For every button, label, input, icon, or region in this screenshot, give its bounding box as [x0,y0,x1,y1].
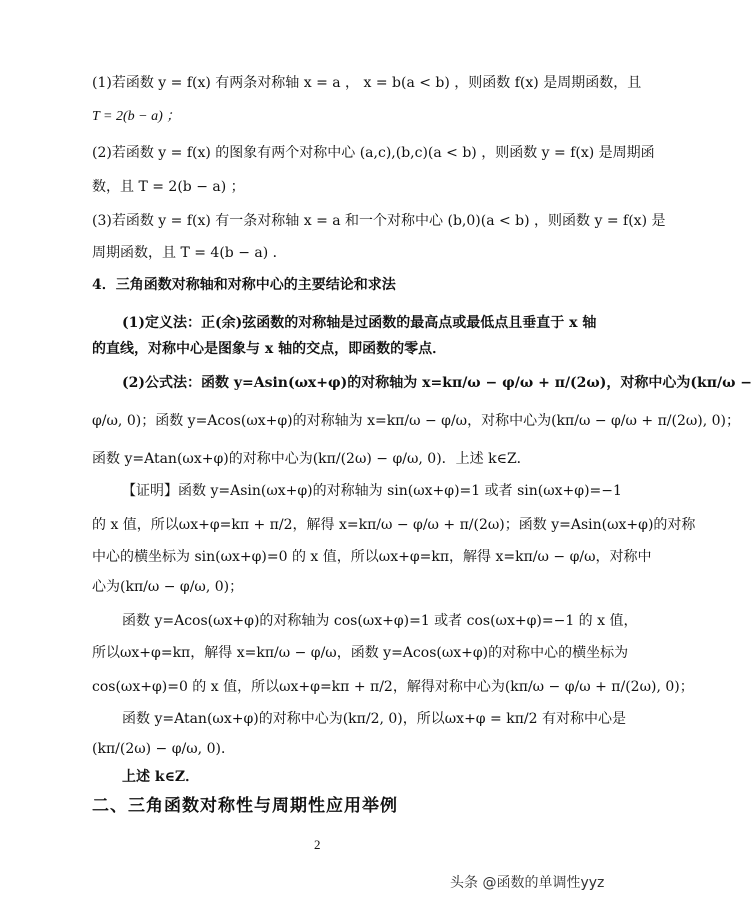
text-line-6: 周期函数，且 T = 4(b − a) ． [92,245,287,261]
text-line-definition-2: 的直线，对称中心是图象与 x 轴的交点，即函数的零点． [92,341,447,357]
section-heading-4: 4．三角函数对称轴和对称中心的主要结论和求法 [92,277,396,293]
proof-text: 【证明】函数 y=Asin(ωx+φ)的对称轴为 sin(ωx+φ)=1 或者 sin(ωx+φ)=−1 [122,483,622,499]
text-line-formula-1: (2)公式法：函数 y=Asin(ωx+φ)的对称轴为 x=kπ/ω − φ/ω + π/(2ω)，对称中心为(kπ/ω − [122,375,752,391]
text-line-definition-1: (1)定义法：正(余)弦函数的对称轴是过函数的最高点或最低点且垂直于 x 轴 [122,315,597,331]
proof-line-9: (kπ/(2ω) − φ/ω, 0)． [92,741,235,757]
text-line-formula-3: 函数 y=Atan(ωx+φ)的对称中心为(kπ/(2ω) − φ/ω, 0)．上述 k∈Z． [92,451,531,467]
proof-line-1 [122,484,622,498]
text-line-4: 数，且 T = 2(b − a) ； [92,179,245,195]
proof-line-7: cos(ωx+φ)=0 的 x 值，所以ωx+φ=kπ + π/2，解得对称中心为(kπ/ω − φ/ω + π/(2ω), 0)； [92,679,694,695]
page-number: 2 [314,837,321,852]
proof-line-5: 函数 y=Acos(ωx+φ)的对称轴为 cos(ωx+φ)=1 或者 cos(ωx+φ)=−1 的 x 值， [122,613,638,629]
proof-line-4: 心为(kπ/ω − φ/ω, 0)； [92,579,244,595]
section-heading-2: 二、三角函数对称性与周期性应用举例 [92,796,398,816]
watermark: 头条 @函数的单调性yyz [450,875,605,891]
text-line-3: (2)若函数 y = f(x) 的图象有两个对称中心 (a,c),(b,c)(a < b) ，则函数 y = f(x) 是周期函 [92,145,655,161]
proof-line-10: 上述 k∈Z． [122,769,200,785]
proof-line-3: 中心的横坐标为 sin(ωx+φ)=0 的 x 值，所以ωx+φ=kπ，解得 x=kπ/ω − φ/ω，对称中 [92,549,652,565]
proof-line-6: 所以ωx+φ=kπ，解得 x=kπ/ω − φ/ω，函数 y=Acos(ωx+φ)的对称中心的横坐标为 [92,645,629,661]
text-line-5: (3)若函数 y = f(x) 有一条对称轴 x = a 和一个对称中心 (b,0)(a < b) ，则函数 y = f(x) 是 [92,213,666,229]
text-line-2: T = 2(b − a) ； [92,109,181,124]
text-line-1: (1)若函数 y = f(x) 有两条对称轴 x = a ， x = b(a < b) ，则函数 f(x) 是周期函数，且 [92,75,642,91]
text-line-formula-2: φ/ω, 0)；函数 y=Acos(ωx+φ)的对称轴为 x=kπ/ω − φ/ω，对称中心为(kπ/ω − φ/ω + π/(2ω), 0)； [92,413,740,429]
proof-line-8: 函数 y=Atan(ωx+φ)的对称中心为(kπ/2, 0)，所以ωx+φ = kπ/2 有对称中心是 [122,711,626,727]
proof-line-2: 的 x 值，所以ωx+φ=kπ + π/2，解得 x=kπ/ω − φ/ω + π/(2ω)；函数 y=Asin(ωx+φ)的对称 [92,517,696,533]
